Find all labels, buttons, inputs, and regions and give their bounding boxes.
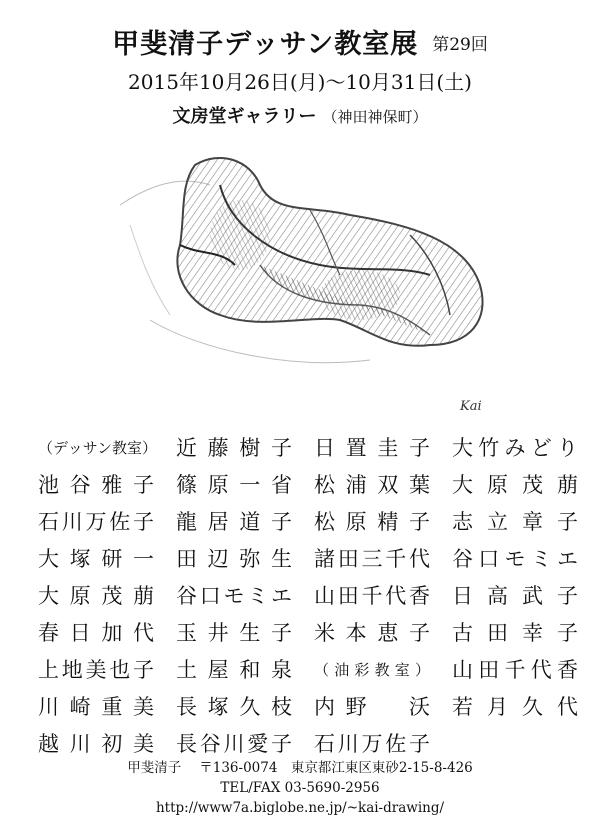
participant-name: 玉井生子 [176,621,292,645]
participant-name: 近藤樹子 [176,436,292,460]
participant-name: 越川初美 [38,732,154,756]
participant-name: 田辺弥生 [176,547,292,571]
participant-name: 長谷川愛子 [176,732,292,756]
exhibition-dates: 2015年10月26日(月)〜10月31日(土) [128,70,472,94]
participant-name: 龍居道子 [176,510,292,534]
participant-name: 山田千代香 [452,658,578,682]
participant-name: 諸田三千代 [314,547,430,571]
contact-tel-fax: TEL/FAX 03-5690-2956 [220,780,380,796]
contact-address: 〒136-0074 東京都江東区東砂2-15-8-426 [199,760,473,776]
participant-name: 山田千代香 [314,584,430,608]
contact-name: 甲斐清子 [127,760,182,776]
participant-name: 松原精子 [314,510,430,534]
participant-name: 内野 沃 [314,695,430,719]
venue-name: 文房堂ギャラリー [172,106,317,127]
contact-block [0,758,600,818]
participant-name: 石川万佐子 [314,732,430,756]
participant-name: 土屋和泉 [176,658,292,682]
participant-name: 谷口モミエ [176,584,292,608]
exhibition-title: 甲斐清子デッサン教室展 [112,29,419,60]
participant-name: 松浦双葉 [314,473,430,497]
participant-name: 大竹みどり [452,436,578,460]
participant-name: 志立章子 [452,510,578,534]
section-heading: （油彩教室） [314,661,430,679]
contact-url[interactable]: http://www7a.biglobe.ne.jp/~kai-drawing/ [155,800,445,816]
exhibition-edition: 第29回 [432,35,488,55]
figure-drawing-sketch [110,145,500,425]
venue-location: （神田神保町） [322,108,428,126]
artist-signature: Kai [460,399,482,414]
participant-name: 谷口モミエ [452,547,578,571]
participant-name: 池谷雅子 [38,473,154,497]
participant-name: 春日加代 [38,621,154,645]
participant-name: 大塚研一 [38,547,154,571]
participant-name: 川崎重美 [38,695,154,719]
participant-name: 篠原一省 [176,473,292,497]
participant-names-grid [38,430,578,763]
participant-name: 日置圭子 [314,436,430,460]
exhibition-venue [0,102,600,128]
participant-name: 大原茂萠 [452,473,578,497]
participant-name: 長塚久枝 [176,695,292,719]
participant-name: 日高武子 [452,584,578,608]
section-heading: （デッサン教室） [38,439,157,457]
participant-name: 若月久代 [452,695,578,719]
contact-address-line [0,758,600,778]
participant-name: 米本恵子 [314,621,430,645]
participant-name: 古田幸子 [452,621,578,645]
participant-name: 大原茂萠 [38,584,154,608]
exhibition-title-row [0,22,600,61]
figure-drawing [110,145,500,425]
participant-name: 石川万佐子 [38,510,154,534]
participant-name: 上地美也子 [38,658,154,682]
